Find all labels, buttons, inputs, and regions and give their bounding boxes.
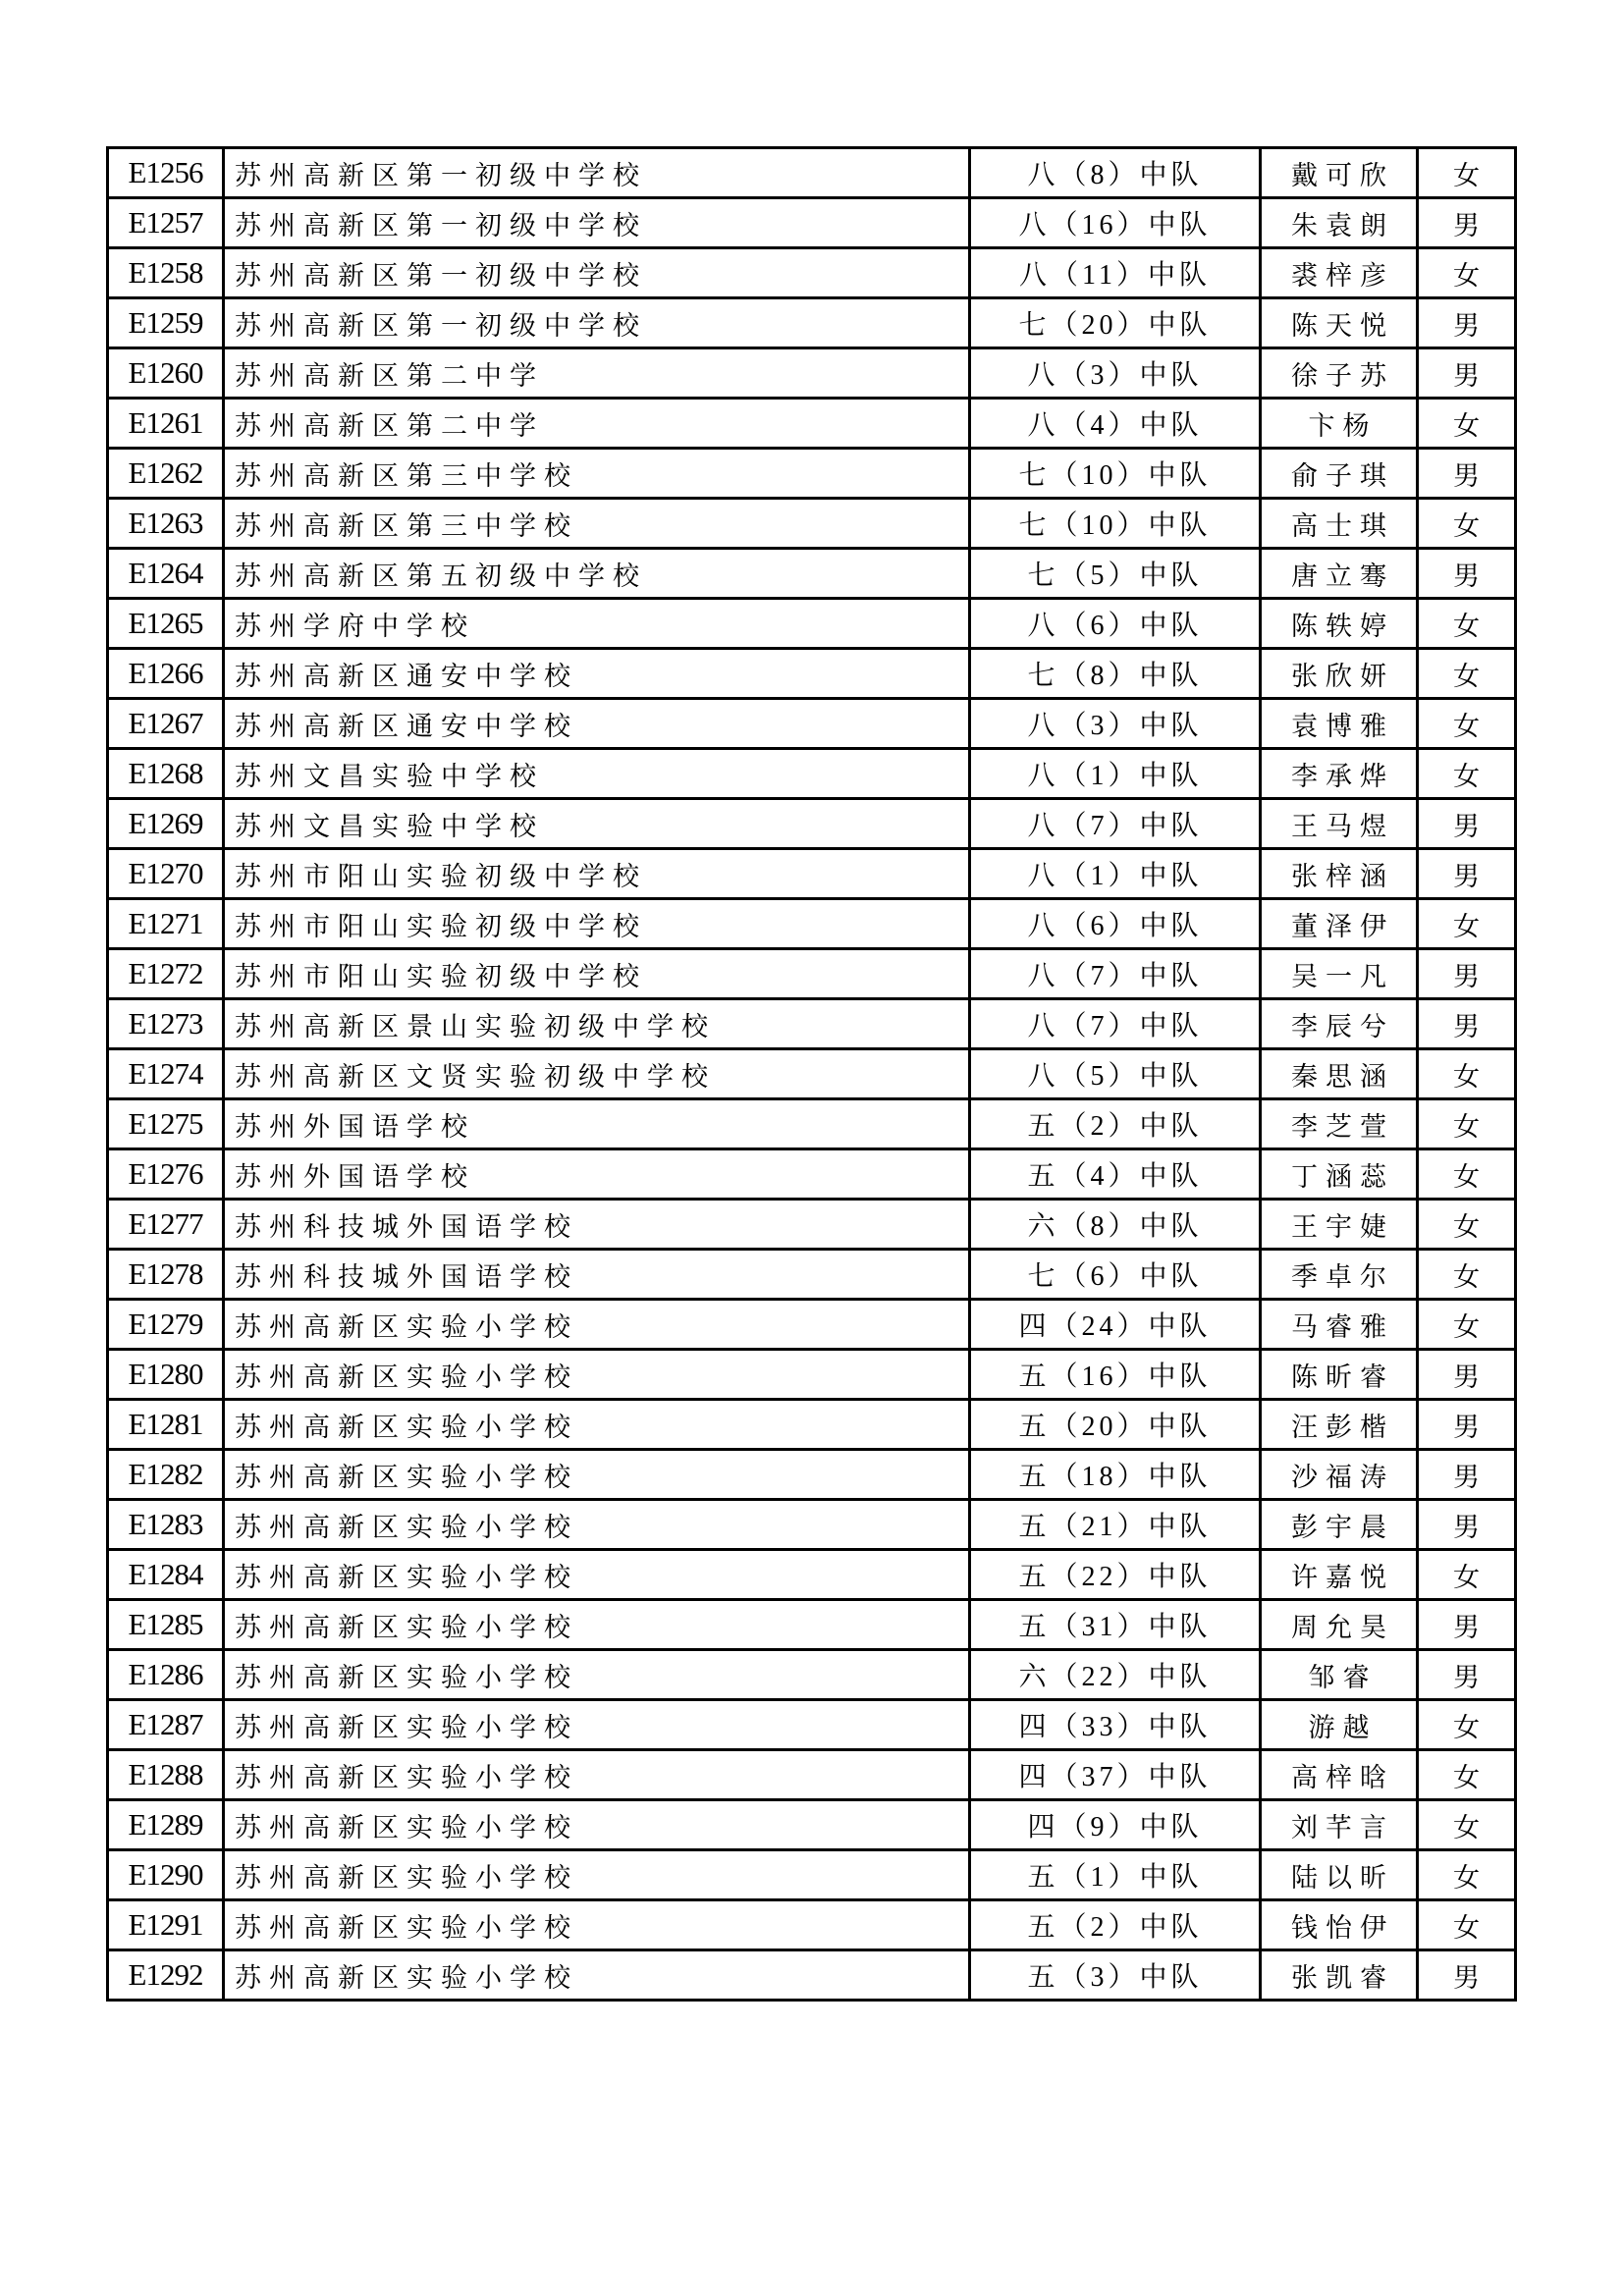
student-name-cell: 高士琪 bbox=[1261, 499, 1418, 549]
class-cell: 五（2）中队 bbox=[970, 1099, 1261, 1149]
student-name-cell: 丁涵蕊 bbox=[1261, 1149, 1418, 1200]
gender-cell: 男 bbox=[1418, 1650, 1516, 1700]
school-cell: 苏州外国语学校 bbox=[224, 1099, 970, 1149]
class-cell: 七（5）中队 bbox=[970, 549, 1261, 599]
table-row bbox=[108, 148, 1516, 198]
class-cell: 七（10）中队 bbox=[970, 449, 1261, 499]
school-cell: 苏州高新区实验小学校 bbox=[224, 1700, 970, 1750]
table-row bbox=[108, 1900, 1516, 1950]
class-cell: 五（4）中队 bbox=[970, 1149, 1261, 1200]
roster-table-body bbox=[108, 148, 1516, 2001]
class-cell: 五（2）中队 bbox=[970, 1900, 1261, 1950]
school-cell: 苏州外国语学校 bbox=[224, 1149, 970, 1200]
table-row bbox=[108, 449, 1516, 499]
gender-cell: 女 bbox=[1418, 399, 1516, 449]
class-cell: 八（8）中队 bbox=[970, 148, 1261, 198]
table-row bbox=[108, 1700, 1516, 1750]
student-name-cell: 张梓涵 bbox=[1261, 849, 1418, 899]
student-id-cell: E1259 bbox=[108, 298, 224, 348]
class-cell: 八（7）中队 bbox=[970, 949, 1261, 999]
class-cell: 五（1）中队 bbox=[970, 1850, 1261, 1900]
school-cell: 苏州高新区实验小学校 bbox=[224, 1950, 970, 2001]
school-cell: 苏州学府中学校 bbox=[224, 599, 970, 649]
student-id-cell: E1263 bbox=[108, 499, 224, 549]
table-row bbox=[108, 399, 1516, 449]
class-cell: 七（20）中队 bbox=[970, 298, 1261, 348]
class-cell: 八（16）中队 bbox=[970, 198, 1261, 248]
student-id-cell: E1260 bbox=[108, 348, 224, 399]
gender-cell: 女 bbox=[1418, 1049, 1516, 1099]
student-name-cell: 王马煜 bbox=[1261, 799, 1418, 849]
school-cell: 苏州高新区实验小学校 bbox=[224, 1750, 970, 1800]
class-cell: 五（22）中队 bbox=[970, 1550, 1261, 1600]
table-row bbox=[108, 799, 1516, 849]
gender-cell: 男 bbox=[1418, 1350, 1516, 1400]
student-name-cell: 张凯睿 bbox=[1261, 1950, 1418, 2001]
table-row bbox=[108, 1850, 1516, 1900]
gender-cell: 女 bbox=[1418, 1700, 1516, 1750]
gender-cell: 男 bbox=[1418, 198, 1516, 248]
student-name-cell: 俞子琪 bbox=[1261, 449, 1418, 499]
class-cell: 四（37）中队 bbox=[970, 1750, 1261, 1800]
table-row bbox=[108, 198, 1516, 248]
student-name-cell: 卞杨 bbox=[1261, 399, 1418, 449]
student-name-cell: 徐子苏 bbox=[1261, 348, 1418, 399]
class-cell: 八（3）中队 bbox=[970, 699, 1261, 749]
school-cell: 苏州高新区实验小学校 bbox=[224, 1850, 970, 1900]
student-name-cell: 刘芊言 bbox=[1261, 1800, 1418, 1850]
gender-cell: 男 bbox=[1418, 1500, 1516, 1550]
school-cell: 苏州高新区第三中学校 bbox=[224, 449, 970, 499]
student-name-cell: 彭宇晨 bbox=[1261, 1500, 1418, 1550]
table-row bbox=[108, 1650, 1516, 1700]
student-name-cell: 陈昕睿 bbox=[1261, 1350, 1418, 1400]
table-row bbox=[108, 499, 1516, 549]
student-id-cell: E1290 bbox=[108, 1850, 224, 1900]
student-id-cell: E1264 bbox=[108, 549, 224, 599]
school-cell: 苏州高新区景山实验初级中学校 bbox=[224, 999, 970, 1049]
school-cell: 苏州高新区第一初级中学校 bbox=[224, 198, 970, 248]
gender-cell: 男 bbox=[1418, 849, 1516, 899]
school-cell: 苏州高新区第一初级中学校 bbox=[224, 298, 970, 348]
gender-cell: 女 bbox=[1418, 148, 1516, 198]
student-name-cell: 季卓尔 bbox=[1261, 1250, 1418, 1300]
gender-cell: 男 bbox=[1418, 449, 1516, 499]
school-cell: 苏州高新区第五初级中学校 bbox=[224, 549, 970, 599]
table-row bbox=[108, 1500, 1516, 1550]
student-name-cell: 袁博雅 bbox=[1261, 699, 1418, 749]
student-name-cell: 钱怡伊 bbox=[1261, 1900, 1418, 1950]
student-id-cell: E1257 bbox=[108, 198, 224, 248]
school-cell: 苏州高新区实验小学校 bbox=[224, 1450, 970, 1500]
gender-cell: 女 bbox=[1418, 1900, 1516, 1950]
class-cell: 八（7）中队 bbox=[970, 999, 1261, 1049]
table-row bbox=[108, 699, 1516, 749]
class-cell: 四（33）中队 bbox=[970, 1700, 1261, 1750]
gender-cell: 男 bbox=[1418, 949, 1516, 999]
table-row bbox=[108, 1049, 1516, 1099]
student-id-cell: E1267 bbox=[108, 699, 224, 749]
gender-cell: 男 bbox=[1418, 799, 1516, 849]
table-row bbox=[108, 1950, 1516, 2001]
gender-cell: 女 bbox=[1418, 1149, 1516, 1200]
table-row bbox=[108, 949, 1516, 999]
student-id-cell: E1287 bbox=[108, 1700, 224, 1750]
student-name-cell: 张欣妍 bbox=[1261, 649, 1418, 699]
student-id-cell: E1270 bbox=[108, 849, 224, 899]
gender-cell: 男 bbox=[1418, 1600, 1516, 1650]
table-row bbox=[108, 599, 1516, 649]
student-name-cell: 秦思涵 bbox=[1261, 1049, 1418, 1099]
table-row bbox=[108, 1450, 1516, 1500]
student-id-cell: E1258 bbox=[108, 248, 224, 298]
student-name-cell: 王宇婕 bbox=[1261, 1200, 1418, 1250]
student-id-cell: E1274 bbox=[108, 1049, 224, 1099]
student-id-cell: E1256 bbox=[108, 148, 224, 198]
school-cell: 苏州高新区文贤实验初级中学校 bbox=[224, 1049, 970, 1099]
student-name-cell: 邹睿 bbox=[1261, 1650, 1418, 1700]
gender-cell: 男 bbox=[1418, 549, 1516, 599]
student-name-cell: 高梓晗 bbox=[1261, 1750, 1418, 1800]
student-id-cell: E1291 bbox=[108, 1900, 224, 1950]
table-row bbox=[108, 1750, 1516, 1800]
student-name-cell: 沙福涛 bbox=[1261, 1450, 1418, 1500]
gender-cell: 女 bbox=[1418, 599, 1516, 649]
school-cell: 苏州高新区第一初级中学校 bbox=[224, 148, 970, 198]
school-cell: 苏州高新区通安中学校 bbox=[224, 699, 970, 749]
table-row bbox=[108, 1550, 1516, 1600]
student-id-cell: E1279 bbox=[108, 1300, 224, 1350]
student-id-cell: E1271 bbox=[108, 899, 224, 949]
student-id-cell: E1268 bbox=[108, 749, 224, 799]
table-row bbox=[108, 1149, 1516, 1200]
school-cell: 苏州高新区实验小学校 bbox=[224, 1900, 970, 1950]
student-name-cell: 汪彭楷 bbox=[1261, 1400, 1418, 1450]
student-id-cell: E1272 bbox=[108, 949, 224, 999]
gender-cell: 男 bbox=[1418, 1450, 1516, 1500]
class-cell: 五（21）中队 bbox=[970, 1500, 1261, 1550]
class-cell: 五（18）中队 bbox=[970, 1450, 1261, 1500]
gender-cell: 女 bbox=[1418, 749, 1516, 799]
student-id-cell: E1288 bbox=[108, 1750, 224, 1800]
school-cell: 苏州市阳山实验初级中学校 bbox=[224, 849, 970, 899]
table-row bbox=[108, 1099, 1516, 1149]
class-cell: 八（11）中队 bbox=[970, 248, 1261, 298]
gender-cell: 女 bbox=[1418, 499, 1516, 549]
school-cell: 苏州市阳山实验初级中学校 bbox=[224, 949, 970, 999]
school-cell: 苏州高新区实验小学校 bbox=[224, 1600, 970, 1650]
student-id-cell: E1261 bbox=[108, 399, 224, 449]
class-cell: 八（5）中队 bbox=[970, 1049, 1261, 1099]
class-cell: 八（1）中队 bbox=[970, 849, 1261, 899]
class-cell: 六（8）中队 bbox=[970, 1200, 1261, 1250]
student-id-cell: E1265 bbox=[108, 599, 224, 649]
gender-cell: 女 bbox=[1418, 248, 1516, 298]
student-name-cell: 吴一凡 bbox=[1261, 949, 1418, 999]
school-cell: 苏州文昌实验中学校 bbox=[224, 749, 970, 799]
table-row bbox=[108, 1600, 1516, 1650]
class-cell: 八（6）中队 bbox=[970, 899, 1261, 949]
roster-table bbox=[106, 146, 1517, 2002]
student-id-cell: E1284 bbox=[108, 1550, 224, 1600]
class-cell: 八（6）中队 bbox=[970, 599, 1261, 649]
gender-cell: 女 bbox=[1418, 699, 1516, 749]
class-cell: 七（8）中队 bbox=[970, 649, 1261, 699]
student-name-cell: 唐立骞 bbox=[1261, 549, 1418, 599]
school-cell: 苏州高新区实验小学校 bbox=[224, 1550, 970, 1600]
gender-cell: 女 bbox=[1418, 1099, 1516, 1149]
student-name-cell: 朱袁朗 bbox=[1261, 198, 1418, 248]
school-cell: 苏州文昌实验中学校 bbox=[224, 799, 970, 849]
gender-cell: 女 bbox=[1418, 1200, 1516, 1250]
table-row bbox=[108, 248, 1516, 298]
gender-cell: 女 bbox=[1418, 1550, 1516, 1600]
school-cell: 苏州高新区通安中学校 bbox=[224, 649, 970, 699]
class-cell: 八（3）中队 bbox=[970, 348, 1261, 399]
school-cell: 苏州高新区实验小学校 bbox=[224, 1350, 970, 1400]
school-cell: 苏州高新区实验小学校 bbox=[224, 1500, 970, 1550]
table-row bbox=[108, 999, 1516, 1049]
table-row bbox=[108, 1350, 1516, 1400]
student-id-cell: E1278 bbox=[108, 1250, 224, 1300]
student-id-cell: E1280 bbox=[108, 1350, 224, 1400]
student-name-cell: 周允昊 bbox=[1261, 1600, 1418, 1650]
table-row bbox=[108, 1300, 1516, 1350]
student-id-cell: E1282 bbox=[108, 1450, 224, 1500]
school-cell: 苏州科技城外国语学校 bbox=[224, 1250, 970, 1300]
student-name-cell: 李辰兮 bbox=[1261, 999, 1418, 1049]
student-id-cell: E1275 bbox=[108, 1099, 224, 1149]
class-cell: 五（16）中队 bbox=[970, 1350, 1261, 1400]
school-cell: 苏州高新区第三中学校 bbox=[224, 499, 970, 549]
student-id-cell: E1277 bbox=[108, 1200, 224, 1250]
class-cell: 五（20）中队 bbox=[970, 1400, 1261, 1450]
student-id-cell: E1285 bbox=[108, 1600, 224, 1650]
gender-cell: 女 bbox=[1418, 899, 1516, 949]
gender-cell: 女 bbox=[1418, 1300, 1516, 1350]
gender-cell: 男 bbox=[1418, 999, 1516, 1049]
class-cell: 五（31）中队 bbox=[970, 1600, 1261, 1650]
student-id-cell: E1273 bbox=[108, 999, 224, 1049]
school-cell: 苏州市阳山实验初级中学校 bbox=[224, 899, 970, 949]
table-row bbox=[108, 649, 1516, 699]
table-row bbox=[108, 348, 1516, 399]
student-name-cell: 陆以昕 bbox=[1261, 1850, 1418, 1900]
student-id-cell: E1269 bbox=[108, 799, 224, 849]
table-row bbox=[108, 1250, 1516, 1300]
student-id-cell: E1292 bbox=[108, 1950, 224, 2001]
class-cell: 五（3）中队 bbox=[970, 1950, 1261, 2001]
student-id-cell: E1283 bbox=[108, 1500, 224, 1550]
student-id-cell: E1289 bbox=[108, 1800, 224, 1850]
school-cell: 苏州高新区实验小学校 bbox=[224, 1400, 970, 1450]
student-name-cell: 陈天悦 bbox=[1261, 298, 1418, 348]
table-row bbox=[108, 899, 1516, 949]
student-id-cell: E1266 bbox=[108, 649, 224, 699]
table-row bbox=[108, 1800, 1516, 1850]
student-id-cell: E1276 bbox=[108, 1149, 224, 1200]
gender-cell: 女 bbox=[1418, 649, 1516, 699]
table-row bbox=[108, 549, 1516, 599]
table-row bbox=[108, 849, 1516, 899]
school-cell: 苏州高新区实验小学校 bbox=[224, 1300, 970, 1350]
gender-cell: 男 bbox=[1418, 348, 1516, 399]
gender-cell: 男 bbox=[1418, 298, 1516, 348]
student-name-cell: 戴可欣 bbox=[1261, 148, 1418, 198]
table-row bbox=[108, 1400, 1516, 1450]
student-id-cell: E1286 bbox=[108, 1650, 224, 1700]
student-name-cell: 裘梓彦 bbox=[1261, 248, 1418, 298]
gender-cell: 女 bbox=[1418, 1800, 1516, 1850]
student-id-cell: E1262 bbox=[108, 449, 224, 499]
class-cell: 四（24）中队 bbox=[970, 1300, 1261, 1350]
gender-cell: 女 bbox=[1418, 1850, 1516, 1900]
class-cell: 八（4）中队 bbox=[970, 399, 1261, 449]
class-cell: 七（6）中队 bbox=[970, 1250, 1261, 1300]
school-cell: 苏州高新区实验小学校 bbox=[224, 1650, 970, 1700]
table-row bbox=[108, 1200, 1516, 1250]
school-cell: 苏州高新区第二中学 bbox=[224, 348, 970, 399]
student-name-cell: 董泽伊 bbox=[1261, 899, 1418, 949]
gender-cell: 男 bbox=[1418, 1400, 1516, 1450]
class-cell: 四（9）中队 bbox=[970, 1800, 1261, 1850]
table-row bbox=[108, 298, 1516, 348]
class-cell: 七（10）中队 bbox=[970, 499, 1261, 549]
student-name-cell: 李承烨 bbox=[1261, 749, 1418, 799]
school-cell: 苏州高新区第一初级中学校 bbox=[224, 248, 970, 298]
gender-cell: 女 bbox=[1418, 1250, 1516, 1300]
school-cell: 苏州科技城外国语学校 bbox=[224, 1200, 970, 1250]
gender-cell: 男 bbox=[1418, 1950, 1516, 2001]
student-name-cell: 许嘉悦 bbox=[1261, 1550, 1418, 1600]
student-name-cell: 陈轶婷 bbox=[1261, 599, 1418, 649]
class-cell: 八（7）中队 bbox=[970, 799, 1261, 849]
student-name-cell: 马睿雅 bbox=[1261, 1300, 1418, 1350]
table-row bbox=[108, 749, 1516, 799]
class-cell: 八（1）中队 bbox=[970, 749, 1261, 799]
student-id-cell: E1281 bbox=[108, 1400, 224, 1450]
student-name-cell: 李芝萱 bbox=[1261, 1099, 1418, 1149]
gender-cell: 女 bbox=[1418, 1750, 1516, 1800]
class-cell: 六（22）中队 bbox=[970, 1650, 1261, 1700]
school-cell: 苏州高新区第二中学 bbox=[224, 399, 970, 449]
school-cell: 苏州高新区实验小学校 bbox=[224, 1800, 970, 1850]
student-name-cell: 游越 bbox=[1261, 1700, 1418, 1750]
